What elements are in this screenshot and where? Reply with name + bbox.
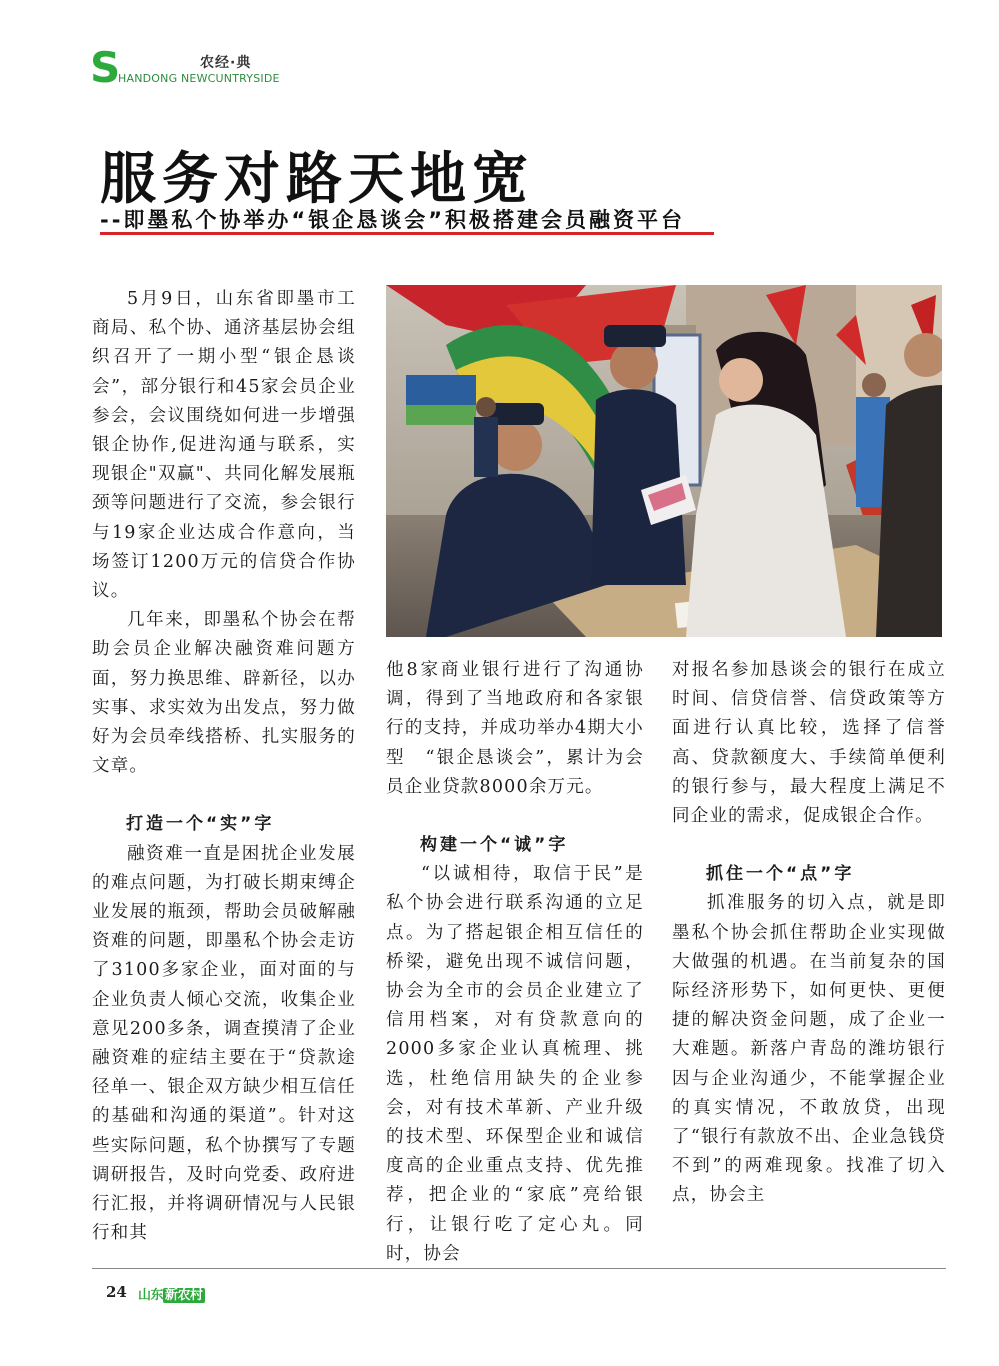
article-subtitle: --即墨私个协举办“银企恳谈会”积极搭建会员融资平台 xyxy=(100,208,686,232)
column-1 xyxy=(92,285,356,1249)
section-label: 农经·典 xyxy=(200,55,252,71)
paragraph: 5月9日，山东省即墨市工商局、私个协、通济基层协会组织召开了一期小型“银企恳谈会”，部分银行和45家会员企业参会，会议围绕如何进一步增强银企协作,促进沟通与联系，实现银企"双赢"、共同化解发展瓶颈等问题进行了交流，参会银行与19家企业达成合作意向，当场签订1200万元的信贷合作协议。 xyxy=(92,289,356,602)
event-photo xyxy=(386,285,942,637)
title-underline xyxy=(100,232,714,235)
footer-rule xyxy=(92,1268,946,1269)
paragraph: 抓准服务的切入点，就是即墨私个协会抓住帮助企业实现做大做强的机遇。在当前复杂的国际经济形势下，如何更快、更便捷的解决资金问题，成了企业一大难题。新落户青岛的潍坊银行因与企业沟通少，不能掌握企业的真实情况，不敢放贷，出现了“银行有款放不出、企业急钱贷不到”的两难现象。找准了切入点，协会主 xyxy=(672,893,946,1206)
photo-illustration xyxy=(386,285,942,637)
paragraph: 融资难一直是困扰企业发展的难点问题，为打破长期束缚企业发展的瓶颈，帮助会员破解融资难的问题，即墨私个协会走访了3100多家企业，面对面的与企业负责人倾心交流，收集企业意见200多条，调查摸清了企业融资难的症结主要在于“贷款途径单一、银企双方缺少相互信任的基础和沟通的渠道”。针对这些实际问题，私个协撰写了专题调研报告，及时向党委、政府进行汇报，并将调研情况与人民银行和其 xyxy=(92,843,356,1244)
column-2 xyxy=(386,656,644,1269)
column-3 xyxy=(672,656,946,1211)
masthead xyxy=(90,43,290,92)
logo-text: HANDONG NEWCUNTRYSIDE xyxy=(118,72,280,85)
paragraph: 几年来，即墨私个协会在帮助会员企业解决融资难问题方面，努力换思维、辟新径，以办实事、求实效为出发点，努力做好为会员牵线搭桥、扎实服务的文章。 xyxy=(92,610,356,777)
page-number: 24 xyxy=(106,1283,127,1301)
footer-brand-box: 新农村 xyxy=(165,1288,203,1303)
article-title: 服务对路天地宽 xyxy=(100,147,534,212)
logo-letter: S xyxy=(90,43,119,92)
paragraph: “以诚相待，取信于民”是私个协会进行联系沟通的立足点。为了搭起银企相互信任的桥梁，避免出现不诚信问题，协会为全市的会员企业建立了信用档案，对有贷款意向的2000多家企业认真梳理、挑选，杜绝信用缺失的企业参会，对有技术革新、产业升级的技术型、环保型企业和诚信度高的企业重点支持、优先推荐，把企业的“家底”亮给银行，让银行吃了定心丸。同时，协会 xyxy=(386,864,644,1264)
footer-brand xyxy=(138,1284,205,1303)
paragraph: 他8家商业银行进行了沟通协调，得到了当地政府和各家银行的支持，并成功举办4期大小型 “银企恳谈会”，累计为会员企业贷款8000余万元。 xyxy=(386,660,644,797)
section-heading: 打造一个“实”字 xyxy=(126,814,275,835)
footer-brand-left: 山东 xyxy=(138,1288,164,1303)
section-heading: 抓住一个“点”字 xyxy=(706,864,855,885)
paragraph: 对报名参加恳谈会的银行在成立时间、信贷信誉、信贷政策等方面进行认真比较，选择了信誉高、贷款额度大、手续简单便利的银行参与，最大程度上满足不同企业的需求，促成银企合作。 xyxy=(672,660,946,827)
section-heading: 构建一个“诚”字 xyxy=(420,835,569,856)
